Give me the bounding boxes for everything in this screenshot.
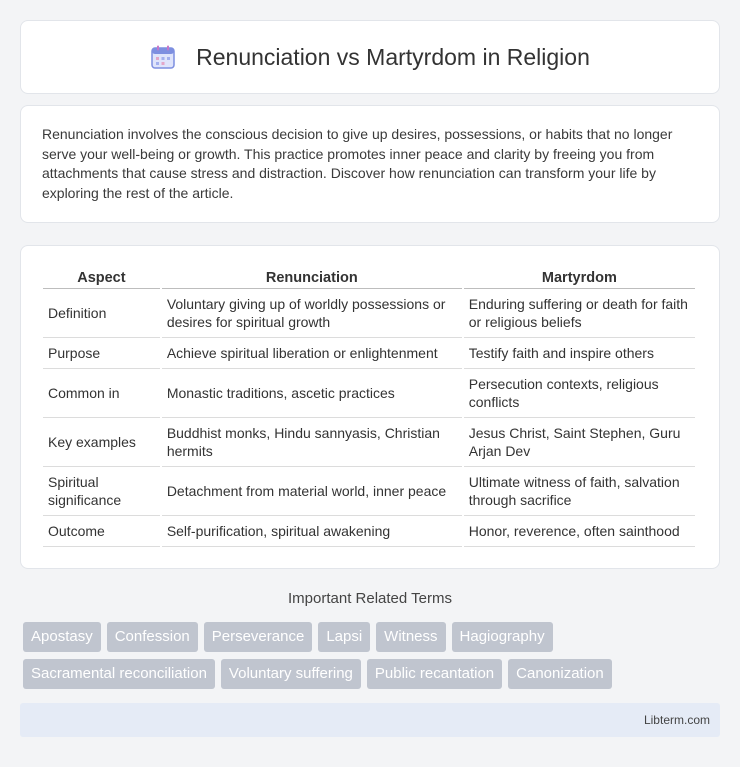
table-cell: Persecution contexts, religious conflicts (464, 369, 695, 418)
comparison-table-card (20, 245, 720, 569)
table-cell: Spiritual significance (43, 467, 160, 516)
table-row (43, 516, 695, 547)
table-cell: Buddhist monks, Hindu sannyasis, Christian hermits (162, 418, 462, 467)
title-card (20, 20, 720, 94)
tag-row (23, 659, 703, 689)
table-header-row (43, 266, 695, 289)
table-row (43, 289, 695, 338)
table-cell: Common in (43, 369, 160, 418)
page-title: Renunciation vs Martyrdom in Religion (196, 43, 590, 70)
header-renunciation: Renunciation (162, 266, 462, 289)
table-cell: Voluntary giving up of worldly possessions or desires for spiritual growth (162, 289, 462, 338)
tag-perseverance[interactable]: Perseverance (204, 622, 313, 652)
table-row (43, 338, 695, 369)
tag-sacramental-reconciliation[interactable]: Sacramental reconciliation (23, 659, 215, 689)
table-cell: Key examples (43, 418, 160, 467)
tag-public-recantation[interactable]: Public recantation (367, 659, 502, 689)
intro-card (20, 105, 720, 223)
table-cell: Purpose (43, 338, 160, 369)
tag-witness[interactable]: Witness (376, 622, 445, 652)
footer (20, 703, 720, 737)
table-cell: Monastic traditions, ascetic practices (162, 369, 462, 418)
table-cell: Definition (43, 289, 160, 338)
table-cell: Testify faith and inspire others (464, 338, 695, 369)
table-row (43, 467, 695, 516)
tag-canonization[interactable]: Canonization (508, 659, 612, 689)
table-cell: Jesus Christ, Saint Stephen, Guru Arjan Dev (464, 418, 695, 467)
related-terms-tags (23, 622, 703, 696)
tag-hagiography[interactable]: Hagiography (452, 622, 553, 652)
related-terms-title: Important Related Terms (288, 590, 452, 607)
table-row (43, 369, 695, 418)
calendar-icon (150, 44, 176, 70)
tag-apostasy[interactable]: Apostasy (23, 622, 101, 652)
table-cell: Enduring suffering or death for faith or religious beliefs (464, 289, 695, 338)
tag-lapsi[interactable]: Lapsi (318, 622, 370, 652)
table-cell: Detachment from material world, inner peace (162, 467, 462, 516)
table-cell: Self-purification, spiritual awakening (162, 516, 462, 547)
table-cell: Honor, reverence, often sainthood (464, 516, 695, 547)
header-aspect: Aspect (43, 266, 160, 289)
table-cell: Achieve spiritual liberation or enlightenment (162, 338, 462, 369)
tag-confession[interactable]: Confession (107, 622, 198, 652)
table-cell: Ultimate witness of faith, salvation through sacrifice (464, 467, 695, 516)
footer-brand-link[interactable]: Libterm.com (643, 713, 710, 727)
table-cell: Outcome (43, 516, 160, 547)
tag-voluntary-suffering[interactable]: Voluntary suffering (221, 659, 361, 689)
comparison-table (41, 266, 697, 547)
header-martyrdom: Martyrdom (464, 266, 695, 289)
table-row (43, 418, 695, 467)
intro-paragraph: Renunciation involves the conscious decision to give up desires, possessions, or habits that no longer serve your well-being or growth. This practice promotes inner peace and clarity by freeing you from attachments that cause stress and distraction. Discover how renunciation can transform your life by exploring the rest of the article. (42, 126, 673, 201)
tag-row (23, 622, 703, 652)
